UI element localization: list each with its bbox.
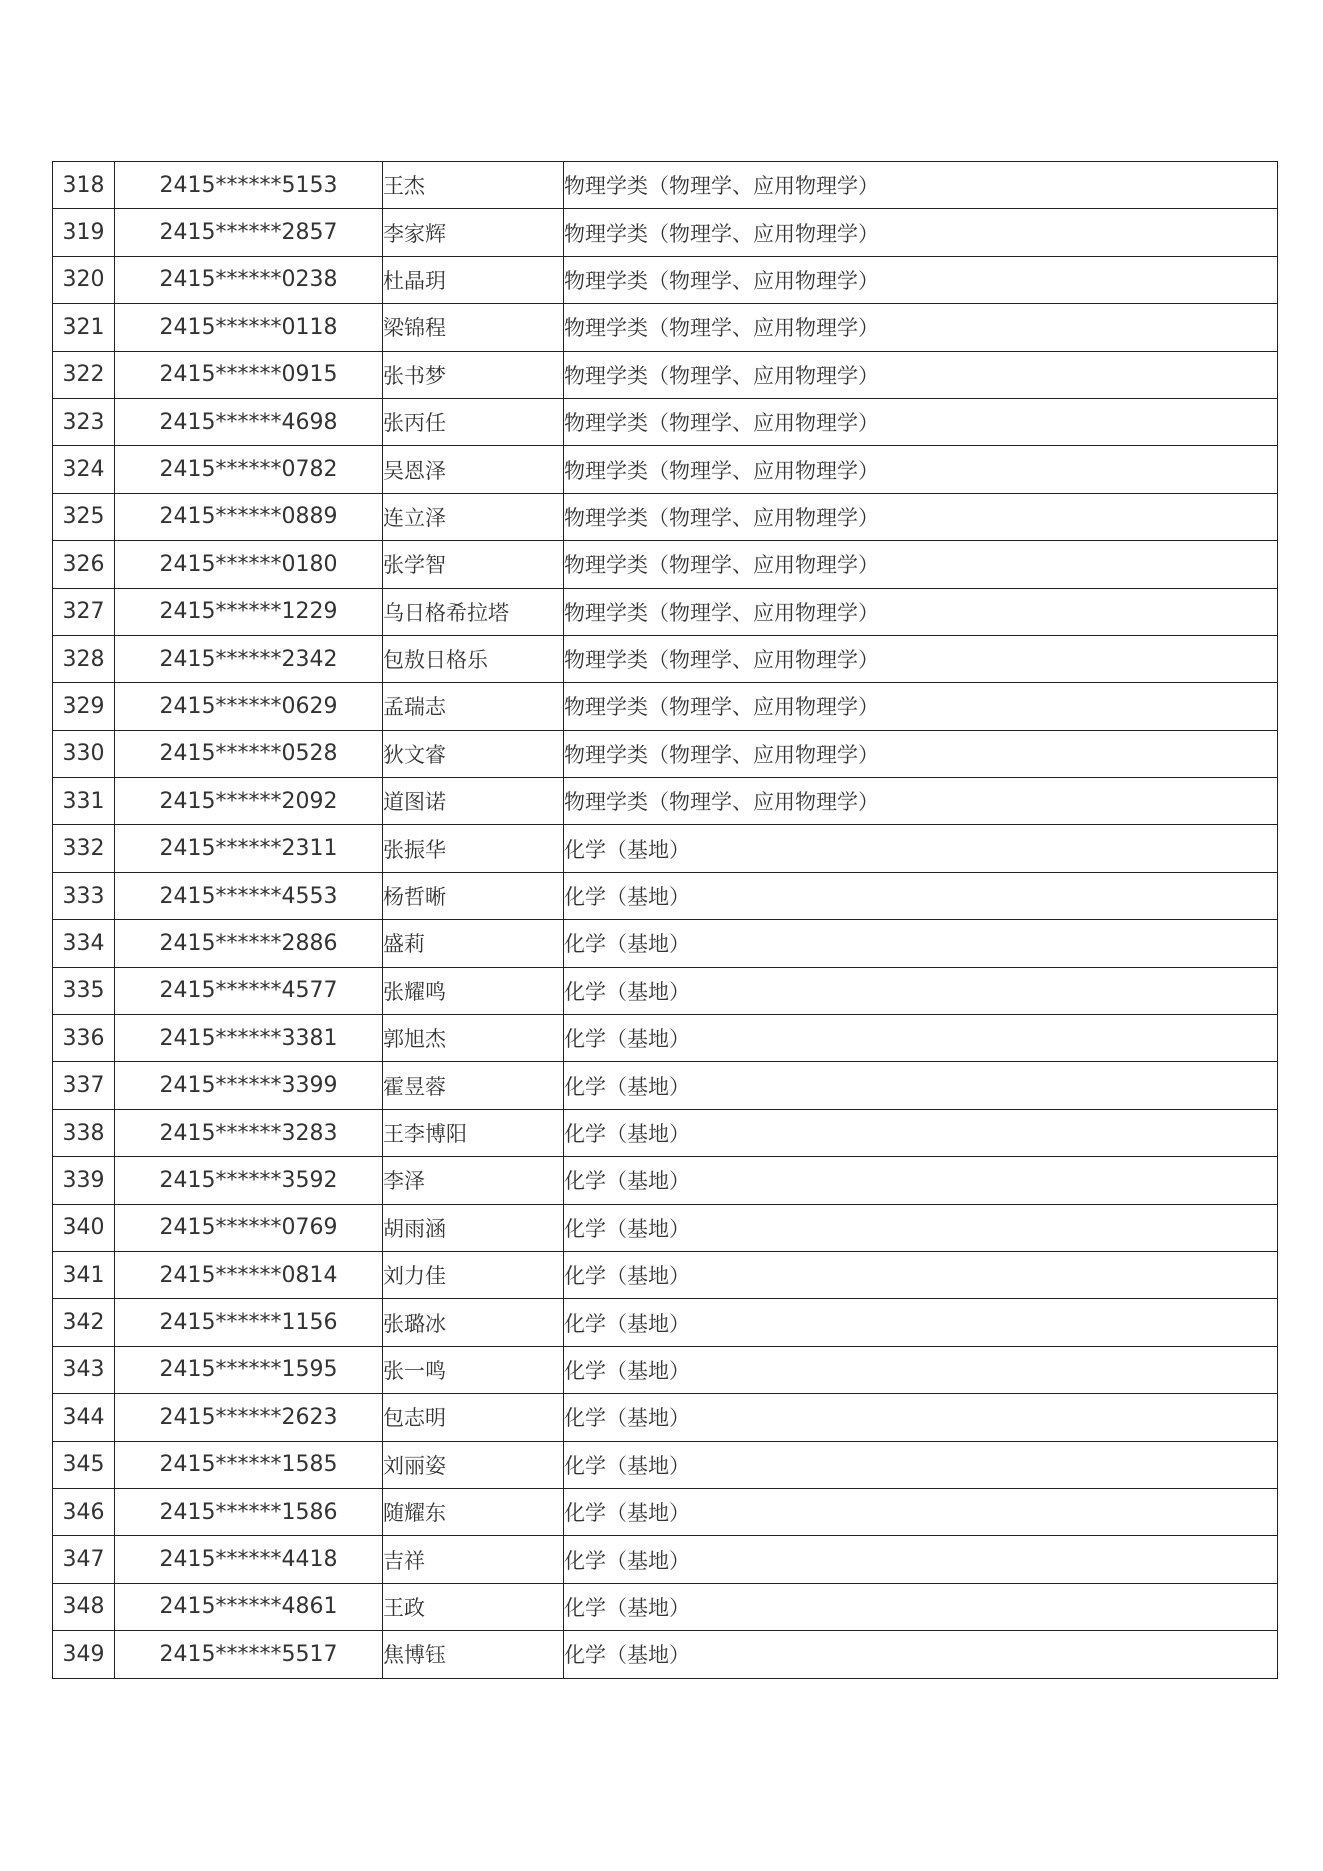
row-number-cell: 339	[53, 1157, 115, 1204]
major-cell: 物理学类（物理学、应用物理学）	[564, 162, 1278, 209]
table-row	[53, 162, 1278, 209]
table-row	[53, 1251, 1278, 1298]
major-cell: 物理学类（物理学、应用物理学）	[564, 304, 1278, 351]
student-id-cell: 2415******0889	[115, 493, 383, 540]
student-name-cell: 张学智	[383, 541, 564, 588]
student-id-cell: 2415******2092	[115, 778, 383, 825]
student-id-cell: 2415******4577	[115, 967, 383, 1014]
row-number-cell: 345	[53, 1441, 115, 1488]
table-row	[53, 1631, 1278, 1678]
student-name-cell: 盛莉	[383, 920, 564, 967]
student-id-cell: 2415******4698	[115, 398, 383, 445]
row-number-cell: 342	[53, 1299, 115, 1346]
row-number-cell: 318	[53, 162, 115, 209]
table-row	[53, 920, 1278, 967]
table-row	[53, 1488, 1278, 1535]
table-row	[53, 1583, 1278, 1630]
table-row	[53, 825, 1278, 872]
roster-body	[53, 162, 1278, 1679]
student-name-cell: 李家辉	[383, 209, 564, 256]
major-cell: 化学（基地）	[564, 967, 1278, 1014]
major-cell: 化学（基地）	[564, 1157, 1278, 1204]
table-row	[53, 493, 1278, 540]
table-row	[53, 446, 1278, 493]
student-id-cell: 2415******0180	[115, 541, 383, 588]
table-row	[53, 1441, 1278, 1488]
major-cell: 物理学类（物理学、应用物理学）	[564, 493, 1278, 540]
student-id-cell: 2415******0629	[115, 683, 383, 730]
student-name-cell: 孟瑞志	[383, 683, 564, 730]
student-id-cell: 2415******3283	[115, 1109, 383, 1156]
student-id-cell: 2415******5153	[115, 162, 383, 209]
student-id-cell: 2415******1595	[115, 1346, 383, 1393]
row-number-cell: 327	[53, 588, 115, 635]
row-number-cell: 320	[53, 256, 115, 303]
table-row	[53, 398, 1278, 445]
table-row	[53, 541, 1278, 588]
row-number-cell: 319	[53, 209, 115, 256]
row-number-cell: 335	[53, 967, 115, 1014]
row-number-cell: 337	[53, 1062, 115, 1109]
student-name-cell: 狄文睿	[383, 730, 564, 777]
row-number-cell: 344	[53, 1394, 115, 1441]
student-name-cell: 随耀东	[383, 1488, 564, 1535]
student-name-cell: 王杰	[383, 162, 564, 209]
major-cell: 物理学类（物理学、应用物理学）	[564, 209, 1278, 256]
student-name-cell: 刘力佳	[383, 1251, 564, 1298]
row-number-cell: 343	[53, 1346, 115, 1393]
major-cell: 化学（基地）	[564, 1441, 1278, 1488]
major-cell: 物理学类（物理学、应用物理学）	[564, 398, 1278, 445]
table-row	[53, 778, 1278, 825]
student-id-cell: 2415******1156	[115, 1299, 383, 1346]
major-cell: 化学（基地）	[564, 1536, 1278, 1583]
table-row	[53, 730, 1278, 777]
student-name-cell: 吴恩泽	[383, 446, 564, 493]
major-cell: 物理学类（物理学、应用物理学）	[564, 683, 1278, 730]
major-cell: 物理学类（物理学、应用物理学）	[564, 588, 1278, 635]
student-id-cell: 2415******1586	[115, 1488, 383, 1535]
row-number-cell: 338	[53, 1109, 115, 1156]
table-row	[53, 683, 1278, 730]
student-name-cell: 连立泽	[383, 493, 564, 540]
major-cell: 化学（基地）	[564, 1346, 1278, 1393]
table-row	[53, 967, 1278, 1014]
row-number-cell: 325	[53, 493, 115, 540]
student-name-cell: 郭旭杰	[383, 1015, 564, 1062]
student-id-cell: 2415******0915	[115, 351, 383, 398]
row-number-cell: 333	[53, 872, 115, 919]
student-id-cell: 2415******2311	[115, 825, 383, 872]
table-row	[53, 1299, 1278, 1346]
major-cell: 化学（基地）	[564, 1062, 1278, 1109]
student-id-cell: 2415******1585	[115, 1441, 383, 1488]
student-name-cell: 乌日格希拉塔	[383, 588, 564, 635]
student-name-cell: 张璐冰	[383, 1299, 564, 1346]
row-number-cell: 340	[53, 1204, 115, 1251]
row-number-cell: 330	[53, 730, 115, 777]
student-name-cell: 王李博阳	[383, 1109, 564, 1156]
major-cell: 物理学类（物理学、应用物理学）	[564, 778, 1278, 825]
table-row	[53, 872, 1278, 919]
major-cell: 物理学类（物理学、应用物理学）	[564, 541, 1278, 588]
major-cell: 化学（基地）	[564, 872, 1278, 919]
student-name-cell: 刘丽姿	[383, 1441, 564, 1488]
student-name-cell: 道图诺	[383, 778, 564, 825]
table-row	[53, 209, 1278, 256]
row-number-cell: 346	[53, 1488, 115, 1535]
student-id-cell: 2415******5517	[115, 1631, 383, 1678]
major-cell: 物理学类（物理学、应用物理学）	[564, 256, 1278, 303]
table-row	[53, 1157, 1278, 1204]
major-cell: 化学（基地）	[564, 1583, 1278, 1630]
major-cell: 物理学类（物理学、应用物理学）	[564, 730, 1278, 777]
major-cell: 化学（基地）	[564, 825, 1278, 872]
student-id-cell: 2415******0528	[115, 730, 383, 777]
student-name-cell: 李泽	[383, 1157, 564, 1204]
student-id-cell: 2415******2886	[115, 920, 383, 967]
table-row	[53, 1204, 1278, 1251]
student-name-cell: 张耀鸣	[383, 967, 564, 1014]
major-cell: 化学（基地）	[564, 1299, 1278, 1346]
row-number-cell: 336	[53, 1015, 115, 1062]
student-name-cell: 霍昱蓉	[383, 1062, 564, 1109]
student-id-cell: 2415******2342	[115, 635, 383, 682]
row-number-cell: 329	[53, 683, 115, 730]
student-name-cell: 杜晶玥	[383, 256, 564, 303]
major-cell: 物理学类（物理学、应用物理学）	[564, 351, 1278, 398]
student-name-cell: 焦博钰	[383, 1631, 564, 1678]
student-id-cell: 2415******0814	[115, 1251, 383, 1298]
major-cell: 化学（基地）	[564, 1204, 1278, 1251]
student-name-cell: 包志明	[383, 1394, 564, 1441]
row-number-cell: 349	[53, 1631, 115, 1678]
row-number-cell: 334	[53, 920, 115, 967]
table-row	[53, 635, 1278, 682]
student-roster-table	[52, 161, 1278, 1679]
student-id-cell: 2415******0238	[115, 256, 383, 303]
student-id-cell: 2415******2857	[115, 209, 383, 256]
row-number-cell: 321	[53, 304, 115, 351]
table-row	[53, 588, 1278, 635]
table-row	[53, 1394, 1278, 1441]
student-name-cell: 张一鸣	[383, 1346, 564, 1393]
major-cell: 化学（基地）	[564, 1015, 1278, 1062]
row-number-cell: 348	[53, 1583, 115, 1630]
major-cell: 化学（基地）	[564, 920, 1278, 967]
major-cell: 化学（基地）	[564, 1251, 1278, 1298]
student-id-cell: 2415******4553	[115, 872, 383, 919]
table-row	[53, 1015, 1278, 1062]
student-name-cell: 王政	[383, 1583, 564, 1630]
student-name-cell: 张丙任	[383, 398, 564, 445]
row-number-cell: 347	[53, 1536, 115, 1583]
student-id-cell: 2415******4861	[115, 1583, 383, 1630]
student-id-cell: 2415******0118	[115, 304, 383, 351]
row-number-cell: 324	[53, 446, 115, 493]
row-number-cell: 332	[53, 825, 115, 872]
major-cell: 化学（基地）	[564, 1109, 1278, 1156]
table-row	[53, 351, 1278, 398]
major-cell: 化学（基地）	[564, 1631, 1278, 1678]
student-id-cell: 2415******2623	[115, 1394, 383, 1441]
student-id-cell: 2415******3592	[115, 1157, 383, 1204]
student-id-cell: 2415******0769	[115, 1204, 383, 1251]
student-name-cell: 杨哲晰	[383, 872, 564, 919]
table-row	[53, 256, 1278, 303]
student-name-cell: 梁锦程	[383, 304, 564, 351]
student-name-cell: 张书梦	[383, 351, 564, 398]
row-number-cell: 323	[53, 398, 115, 445]
table-row	[53, 1346, 1278, 1393]
major-cell: 化学（基地）	[564, 1488, 1278, 1535]
student-id-cell: 2415******4418	[115, 1536, 383, 1583]
student-name-cell: 吉祥	[383, 1536, 564, 1583]
major-cell: 化学（基地）	[564, 1394, 1278, 1441]
student-id-cell: 2415******3381	[115, 1015, 383, 1062]
row-number-cell: 322	[53, 351, 115, 398]
major-cell: 物理学类（物理学、应用物理学）	[564, 635, 1278, 682]
student-id-cell: 2415******1229	[115, 588, 383, 635]
student-id-cell: 2415******3399	[115, 1062, 383, 1109]
table-row	[53, 1062, 1278, 1109]
row-number-cell: 331	[53, 778, 115, 825]
row-number-cell: 326	[53, 541, 115, 588]
table-row	[53, 304, 1278, 351]
row-number-cell: 328	[53, 635, 115, 682]
table-row	[53, 1536, 1278, 1583]
student-name-cell: 包敖日格乐	[383, 635, 564, 682]
row-number-cell: 341	[53, 1251, 115, 1298]
student-name-cell: 张振华	[383, 825, 564, 872]
student-name-cell: 胡雨涵	[383, 1204, 564, 1251]
table-row	[53, 1109, 1278, 1156]
major-cell: 物理学类（物理学、应用物理学）	[564, 446, 1278, 493]
student-id-cell: 2415******0782	[115, 446, 383, 493]
